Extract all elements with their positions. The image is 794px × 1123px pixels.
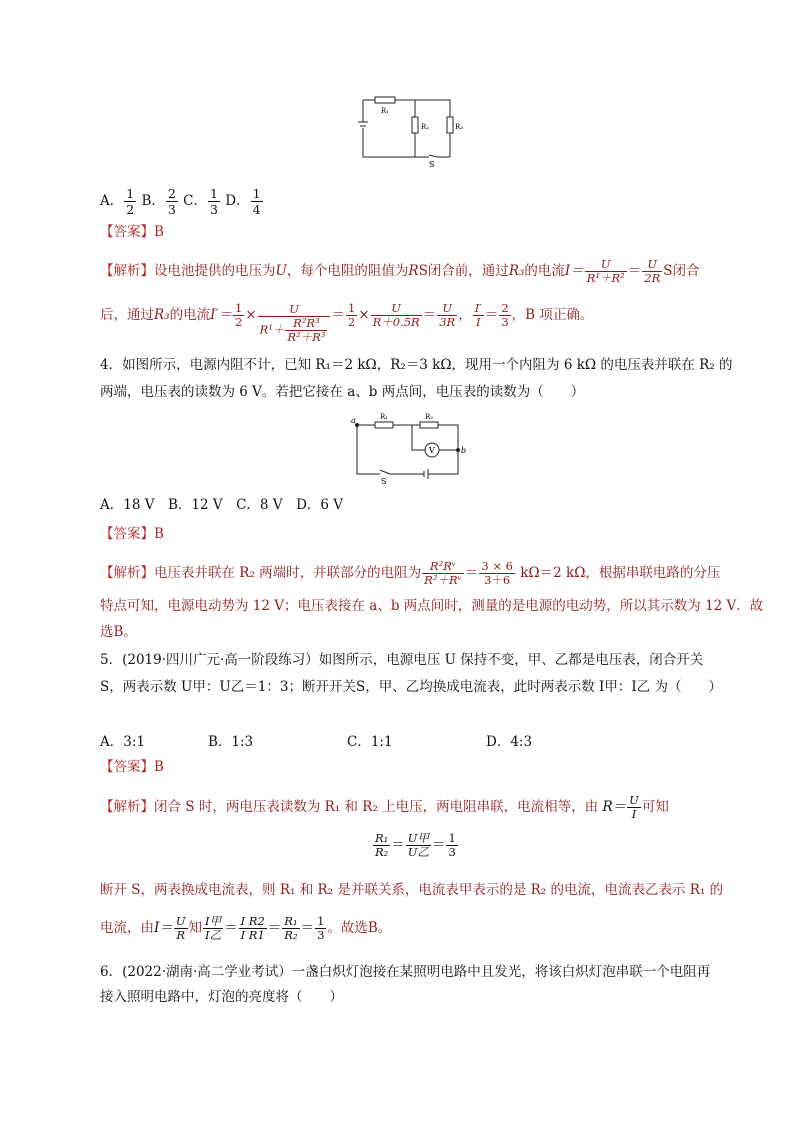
fig2-s-label: S — [381, 477, 387, 485]
q5-option-c: C．1:1 — [347, 734, 393, 750]
fig1-s-label: S — [429, 160, 435, 169]
q5-analysis-line2: 断开 S，两表换成电流表，则 R₁ 和 R₂ 是并联关系，电流表甲表示的是 R₂ 的电流，电流表乙表示 R₁ 的 — [100, 882, 724, 898]
q5-analysis-line1: 【解析】闭合 S 时，两电压表读数为 R₁ 和 R₂ 上电压，两电阻串联，电流相等，由 R＝ $\frac{U}{I}$ 可知 — [100, 793, 669, 821]
q4-answer: 【答案】B — [100, 526, 164, 542]
q4-analysis-line1: 【解析】电压表并联在 R₂ 两端时，并联部分的电阻为 $\frac{\text{R²Rᵛ}}{\text{R²＋Rᵛ}}$ ＝ $\frac{3 \times 6}{3+6}$ kΩ＝2 kΩ，根据串联电路的分压 — [100, 559, 721, 587]
fig1-r3-label: R₃ — [455, 123, 464, 131]
q4-options: A．18 V B．12 V C．8 V D．6 V — [100, 497, 344, 513]
q3-analysis-line2: 后，通过R₃的电流I′＝ $\frac{1}{2}$ × U R¹＋ $\frac{\text{R²R³}}{\text{R²＋R³}}$ ＝ $\frac{1}{2}$ × $\frac{U}{R+0.5R}$ ＝ $\frac{U}{3R}$ ， $\frac{I'}{I}$ ＝ $\frac{2}{3}$ ，B 项正确。 — [100, 301, 594, 344]
q3-analysis-line1: 【解析】设电池提供的电压为U，每个电阻的阻值为RS闭合前，通过R₃的电流I＝ $\frac{U}{\text{R¹＋R²}}$ ＝ $\frac{U}{2R}$ S闭合 — [100, 257, 700, 285]
q5-answer: 【答案】B — [100, 759, 164, 775]
q6-stem-line1: 6．(2022·湖南·高二学业考试）一盏白炽灯泡接在某照明电路中且发光，将该白炽灯泡串联一个电阻再 — [100, 964, 711, 980]
q5-ratio-equation: $\frac{\text{R₁}}{\text{R₂}}$ ＝ $\frac{\text{U甲}}{\text{U乙}}$ ＝ $\frac{1}{3}$ — [375, 831, 456, 859]
circuit-diagram-2 — [350, 410, 475, 485]
q5-analysis-line3: 电流，由I＝ $\frac{U}{R}$ 知 $\frac{\text{I甲}}{\text{I乙}}$ ＝ $\frac{\text{I R2}}{\text{I R1}}$ ＝ $\frac{\text{R₁}}{\text{R₂}}$ ＝ $\frac{1}{3}$ 。故选B。 — [100, 914, 392, 942]
fig2-r2-label: R₂ — [425, 413, 434, 421]
fig2-r1-label: R₁ — [380, 413, 389, 421]
q4-analysis-line2: 特点可知，电源电动势为 12 V；电压表接在 a、b 两点间时，测量的是电源的电动势，所以其示数为 12 V．故 — [100, 598, 764, 614]
q5-option-a: A．3:1 — [100, 734, 145, 750]
q3-answer: 【答案】B — [100, 224, 164, 240]
q4-analysis-line3: 选B。 — [100, 624, 137, 640]
q4-stem-line2: 两端，电压表的读数为 6 V。若把它接在 a、b 两点间，电压表的读数为（ ） — [100, 384, 585, 400]
fig2-a-label: a — [351, 416, 356, 425]
q3-options: A． $\frac{1}{2}$ B． $\frac{2}{3}$ C． $\frac{1}{3}$ D． $\frac{1}{4}$ — [100, 186, 261, 217]
fig1-r2-label: R₂ — [421, 123, 430, 131]
fig2-v-label: V — [429, 446, 435, 455]
q4-stem-line1: 4．如图所示，电源内阻不计，已知 R₁＝2 kΩ，R₂＝3 kΩ，现用一个内阻为 6 kΩ 的电压表并联在 R₂ 的 — [100, 357, 733, 373]
q5-stem-line1: 5．(2019·四川广元·高一阶段练习）如图所示，电源电压 U 保持不变，甲、乙都是电压表，闭合开关 — [100, 652, 704, 668]
circuit-diagram-1 — [355, 95, 475, 170]
q6-stem-line2: 接入照明电路中，灯泡的亮度将（ ） — [100, 989, 343, 1005]
q5-option-b: B．1:3 — [208, 734, 254, 750]
fig1-r1-label: R₁ — [381, 107, 390, 115]
q5-option-d: D．4:3 — [486, 734, 533, 750]
fig2-b-label: b — [461, 446, 467, 455]
q5-stem-line2: S，两表示数 U甲：U乙＝1：3；断开开关S，甲、乙均换成电流表，此时两表示数 I甲：I乙 为（ ） — [100, 679, 722, 695]
